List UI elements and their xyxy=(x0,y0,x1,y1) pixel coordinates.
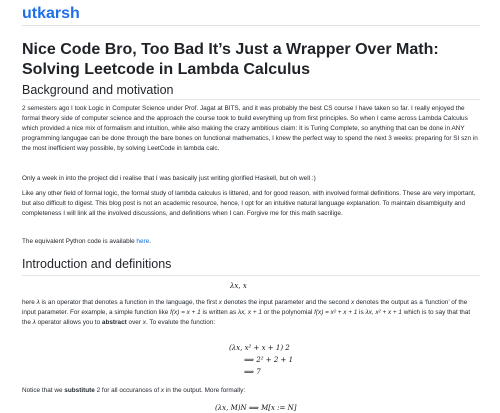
paragraph-background-4 xyxy=(22,237,480,247)
display-math-lambda-x: λx, x xyxy=(230,282,247,290)
python-code-link[interactable]: here xyxy=(136,238,150,245)
paragraph-background-3: Like any other field of formal logic, the formal study of lambda calculus is littered, and for good reason, with involved formal definitions. These are very important, but also difficult to digest. This blog post is not an academic resource, hence, I opt for an intuitive natural language explanation. To maintain disambiguity and completeness I will link all the involved discussions, and definitions when I can. Forgive me for this math sacrilige. xyxy=(22,190,476,217)
display-math-substitution: (λx, M)N ⟹ M[x := N] xyxy=(215,404,297,412)
paragraph-background-2: Only a week in into the project did i realise that I was basically just writing glorified Haskell, but oh well :) xyxy=(22,175,316,182)
python-code-text: The equivalent Python code is available xyxy=(22,238,137,245)
post-title: Nice Code Bro, Too Bad It’s Just a Wrapper Over Math: Solving Leetcode in Lambda Calculus xyxy=(22,41,439,78)
header-divider xyxy=(22,25,480,26)
site-title-link[interactable]: utkarsh xyxy=(22,5,80,22)
section-heading-background: Background and motivation xyxy=(22,83,174,97)
python-code-suffix: . xyxy=(149,238,151,245)
paragraph-intro-2: Notice that we substitute 2 for all occurances of x in the output. More formally: xyxy=(22,387,246,394)
eval-line-2: ⟹ 2² + 2 + 1 xyxy=(244,356,294,364)
section-heading-intro: Introduction and definitions xyxy=(22,257,172,271)
eval-line-3: ⟹ 7 xyxy=(244,368,261,376)
paragraph-intro-1: here λ is an operator that denotes a function in the language, the first x denotes the input parameter and the second x denotes the output as a ‘function’ of the input parameter. For example, a simple function like f(x) = x + 1 is written as λx, x + 1 or the polynomial f(x) = x² + x + 1 is λx, x² + x + 1 which is to say that that the λ operator allows you to abstract over x. To evalute the function: xyxy=(22,299,471,326)
section-heading-rule xyxy=(22,99,480,100)
paragraph-background-1: 2 semesters ago I took Logic in Computer Science under Prof. Jagat at BITS, and it was probably the best CS course I have taken so far. I really enjoyed the formal theory side of computer science and the approach the course took to build everything up from first principles. So when I came across Lambda Calculus which provided a nice mix of formalism and intuition, while also making the crazy ambitious claim: It is Turing Complete, so anything that can be done in ANY programming langugae can be done through the bare bones on functional mathematics, I knew the perfect way to spend the next 3 weeks: preparing for SI szn in the most inefficient way possible, by solving LeetCode in lambda calc. xyxy=(22,105,478,152)
eval-line-1: (λx, x² + x + 1) 2 xyxy=(229,344,290,352)
section-heading-rule xyxy=(22,275,480,276)
